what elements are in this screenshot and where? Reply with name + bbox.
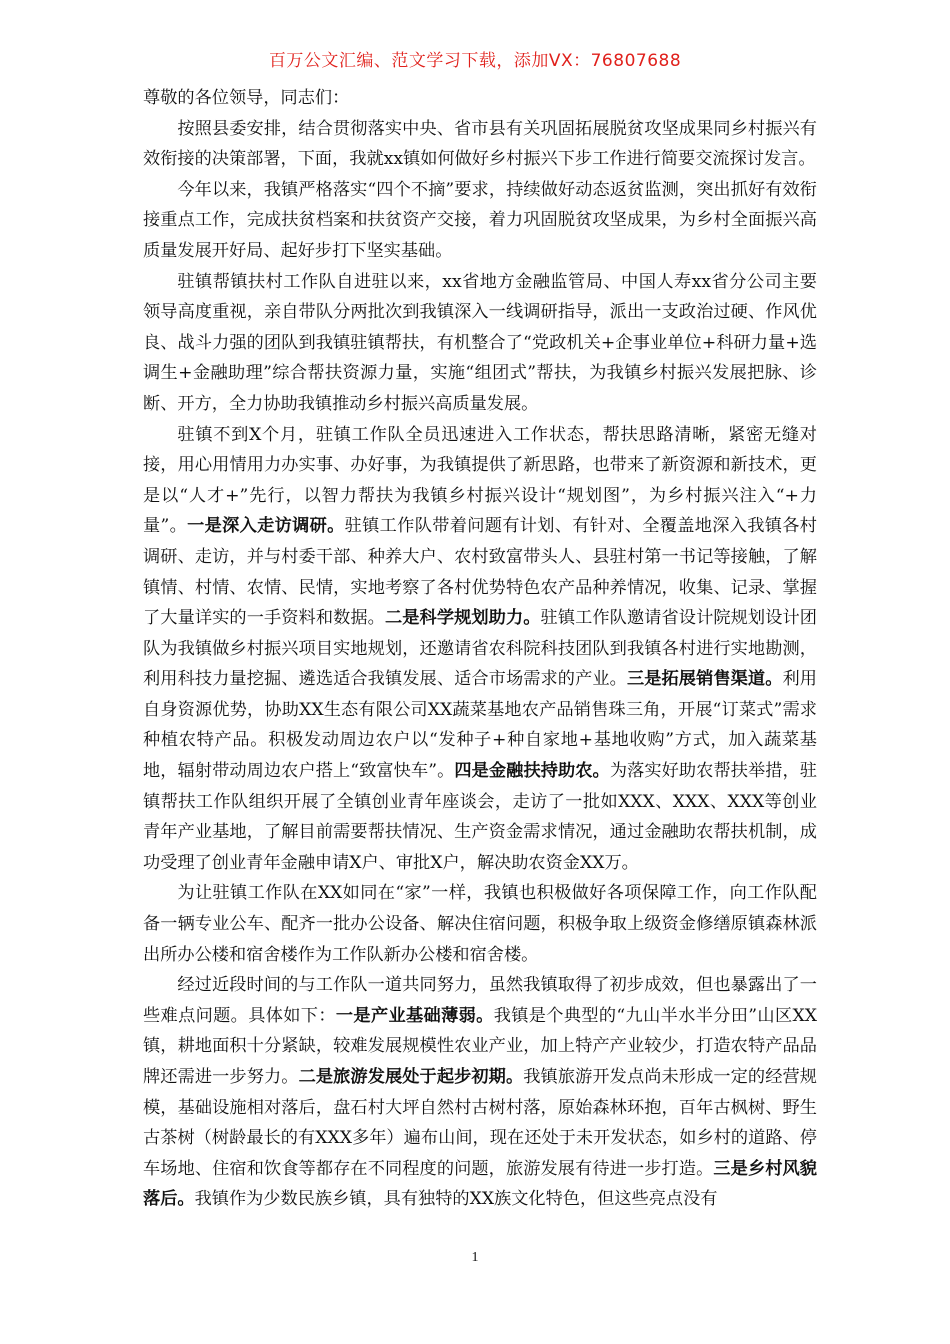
paragraph-4-text-3: 驻镇工作队邀请省设计院规划设计团队为我镇做乡村振兴项目实地规划，还邀请省农科院科技团队到我镇各村进行实地勘测，利用科技力量挖掘、遴选适合我镇发展、适合市场需求的产业。 [143,608,817,690]
paragraph-6-text-1: 经过近段时间的与工作队一道共同努力，虽然我镇取得了初步成效，但也暴露出了一些难点问题。具体如下： [143,975,817,1026]
paragraph-4-text-2: 驻镇工作队带着问题有计划、有针对、全覆盖地深入我镇各村调研、走访，并与村委干部、种养大户、农村致富带头人、县驻村第一书记等接触，了解镇情、村情、农情、民情，实地考察了各村优势特色农产品种养情况，收集、记录、掌握了大量详实的一手资料和数据。 [143,516,817,629]
paragraph-6-text-3: 我镇旅游开发点尚未形成一定的经营规模，基础设施相对落后，盘石村大坪自然村古树村落，原始森林环抱，百年古枫树、野生古茶树（树龄最长的有XXX多年）遍布山间，现在还处于未开发状态，如乡村的道路、停车场地、住宿和饮食等都存在不同程度的问题，旅游发展有待进一步打造。 [143,1067,817,1179]
paragraph-2: 今年以来，我镇严格落实“四个不摘”要求，持续做好动态返贫监测，突出抓好有效衔接重点工作，完成扶贫档案和扶贫资产交接，着力巩固脱贫攻坚成果，为乡村全面振兴高质量发展开好局、起好步打下坚实基础。 [143,179,817,261]
problem-tourism: 二是旅游发展处于起步初期。 [298,1067,524,1087]
paragraph-6-text-4: 我镇作为少数民族乡镇，具有独特的XX族文化特色，但这些亮点没有 [194,1189,718,1210]
greeting: 尊敬的各位领导，同志们： [143,88,350,108]
paragraph-4-text-1: 驻镇不到X个月，驻镇工作队全员迅速进入工作状态，帮扶思路清晰，紧密无缝对接，用心用情用力办实事、办好事，为我镇提供了新思路，也带来了新资源和新技术，更是以“人才+”先行，以智力帮扶为我镇乡村振兴设计“规划图”，为乡村振兴注入“+力量”。 [143,424,817,537]
point-planning: 二是科学规划助力。 [384,608,541,629]
point-finance-support: 四是金融扶持助农。 [454,761,610,782]
paragraph-6 [143,970,817,1215]
document-body [143,83,817,1215]
paragraph-6-text-2: 我镇是个典型的“九山半水半分田”山区XX镇，耕地面积十分紧缺，较难发展规模性农业产业，加上特产产业较少，打造农特产品品牌还需进一步努力。 [143,1005,817,1087]
page-number: 1 [471,1250,479,1265]
point-sales-channels: 三是拓展销售渠道。 [626,669,783,690]
point-visit-research: 一是深入走访调研。 [187,516,345,537]
paragraph-1: 按照县委安排，结合贯彻落实中央、省市县有关巩固拓展脱贫攻坚成果同乡村振兴有效衔接的决策部署，下面，我就xx镇如何做好乡村振兴下步工作进行简要交流探讨发言。 [143,118,817,170]
problem-industry-base: 一是产业基础薄弱。 [335,1005,494,1026]
paragraph-3: 驻镇帮镇扶村工作队自进驻以来，xx省地方金融监管局、中国人寿xx省分公司主要领导高度重视，亲自带队分两批次到我镇深入一线调研指导，派出一支政治过硬、作风优良、战斗力强的团队到我镇驻镇帮扶，有机整合了“党政机关+企事业单位+科研力量+选调生+金融助理”综合帮扶资源力量，实施“组团式”帮扶，为我镇乡村振兴发展把脉、诊断、开方，全力协助我镇推动乡村振兴高质量发展。 [143,271,817,414]
problem-rural-appearance: 三是乡村风貌落后。 [143,1158,817,1210]
paragraph-4 [143,420,817,879]
paragraph-4-text-5: 为落实好助农帮扶举措，驻镇帮扶工作队组织开展了全镇创业青年座谈会，走访了一批如XXX、XXX、XXX等创业青年产业基地，了解目前需要帮扶情况、生产资金需求情况，通过金融助农帮扶机制，成功受理了创业青年金融申请X户、审批X户，解决助农资金XX万。 [143,761,817,873]
paragraph-4-text-4: 利用自身资源优势，协助XX生态有限公司XX蔬菜基地农产品销售珠三角，开展“订菜式”需求种植农特产品。积极发动周边农户以“发种子+种自家地+基地收购”方式，加入蔬菜基地，辐射带动周边农户搭上“致富快车”。 [143,669,817,782]
header-banner: 百万公文汇编、范文学习下载，添加VX：76807688 [268,51,682,71]
paragraph-5: 为让驻镇工作队在XX如同在“家”一样，我镇也积极做好各项保障工作，向工作队配备一辆专业公车、配齐一批办公设备、解决住宿问题，积极争取上级资金修缮原镇森林派出所办公楼和宿舍楼作为工作队新办公楼和宿舍楼。 [143,883,817,965]
